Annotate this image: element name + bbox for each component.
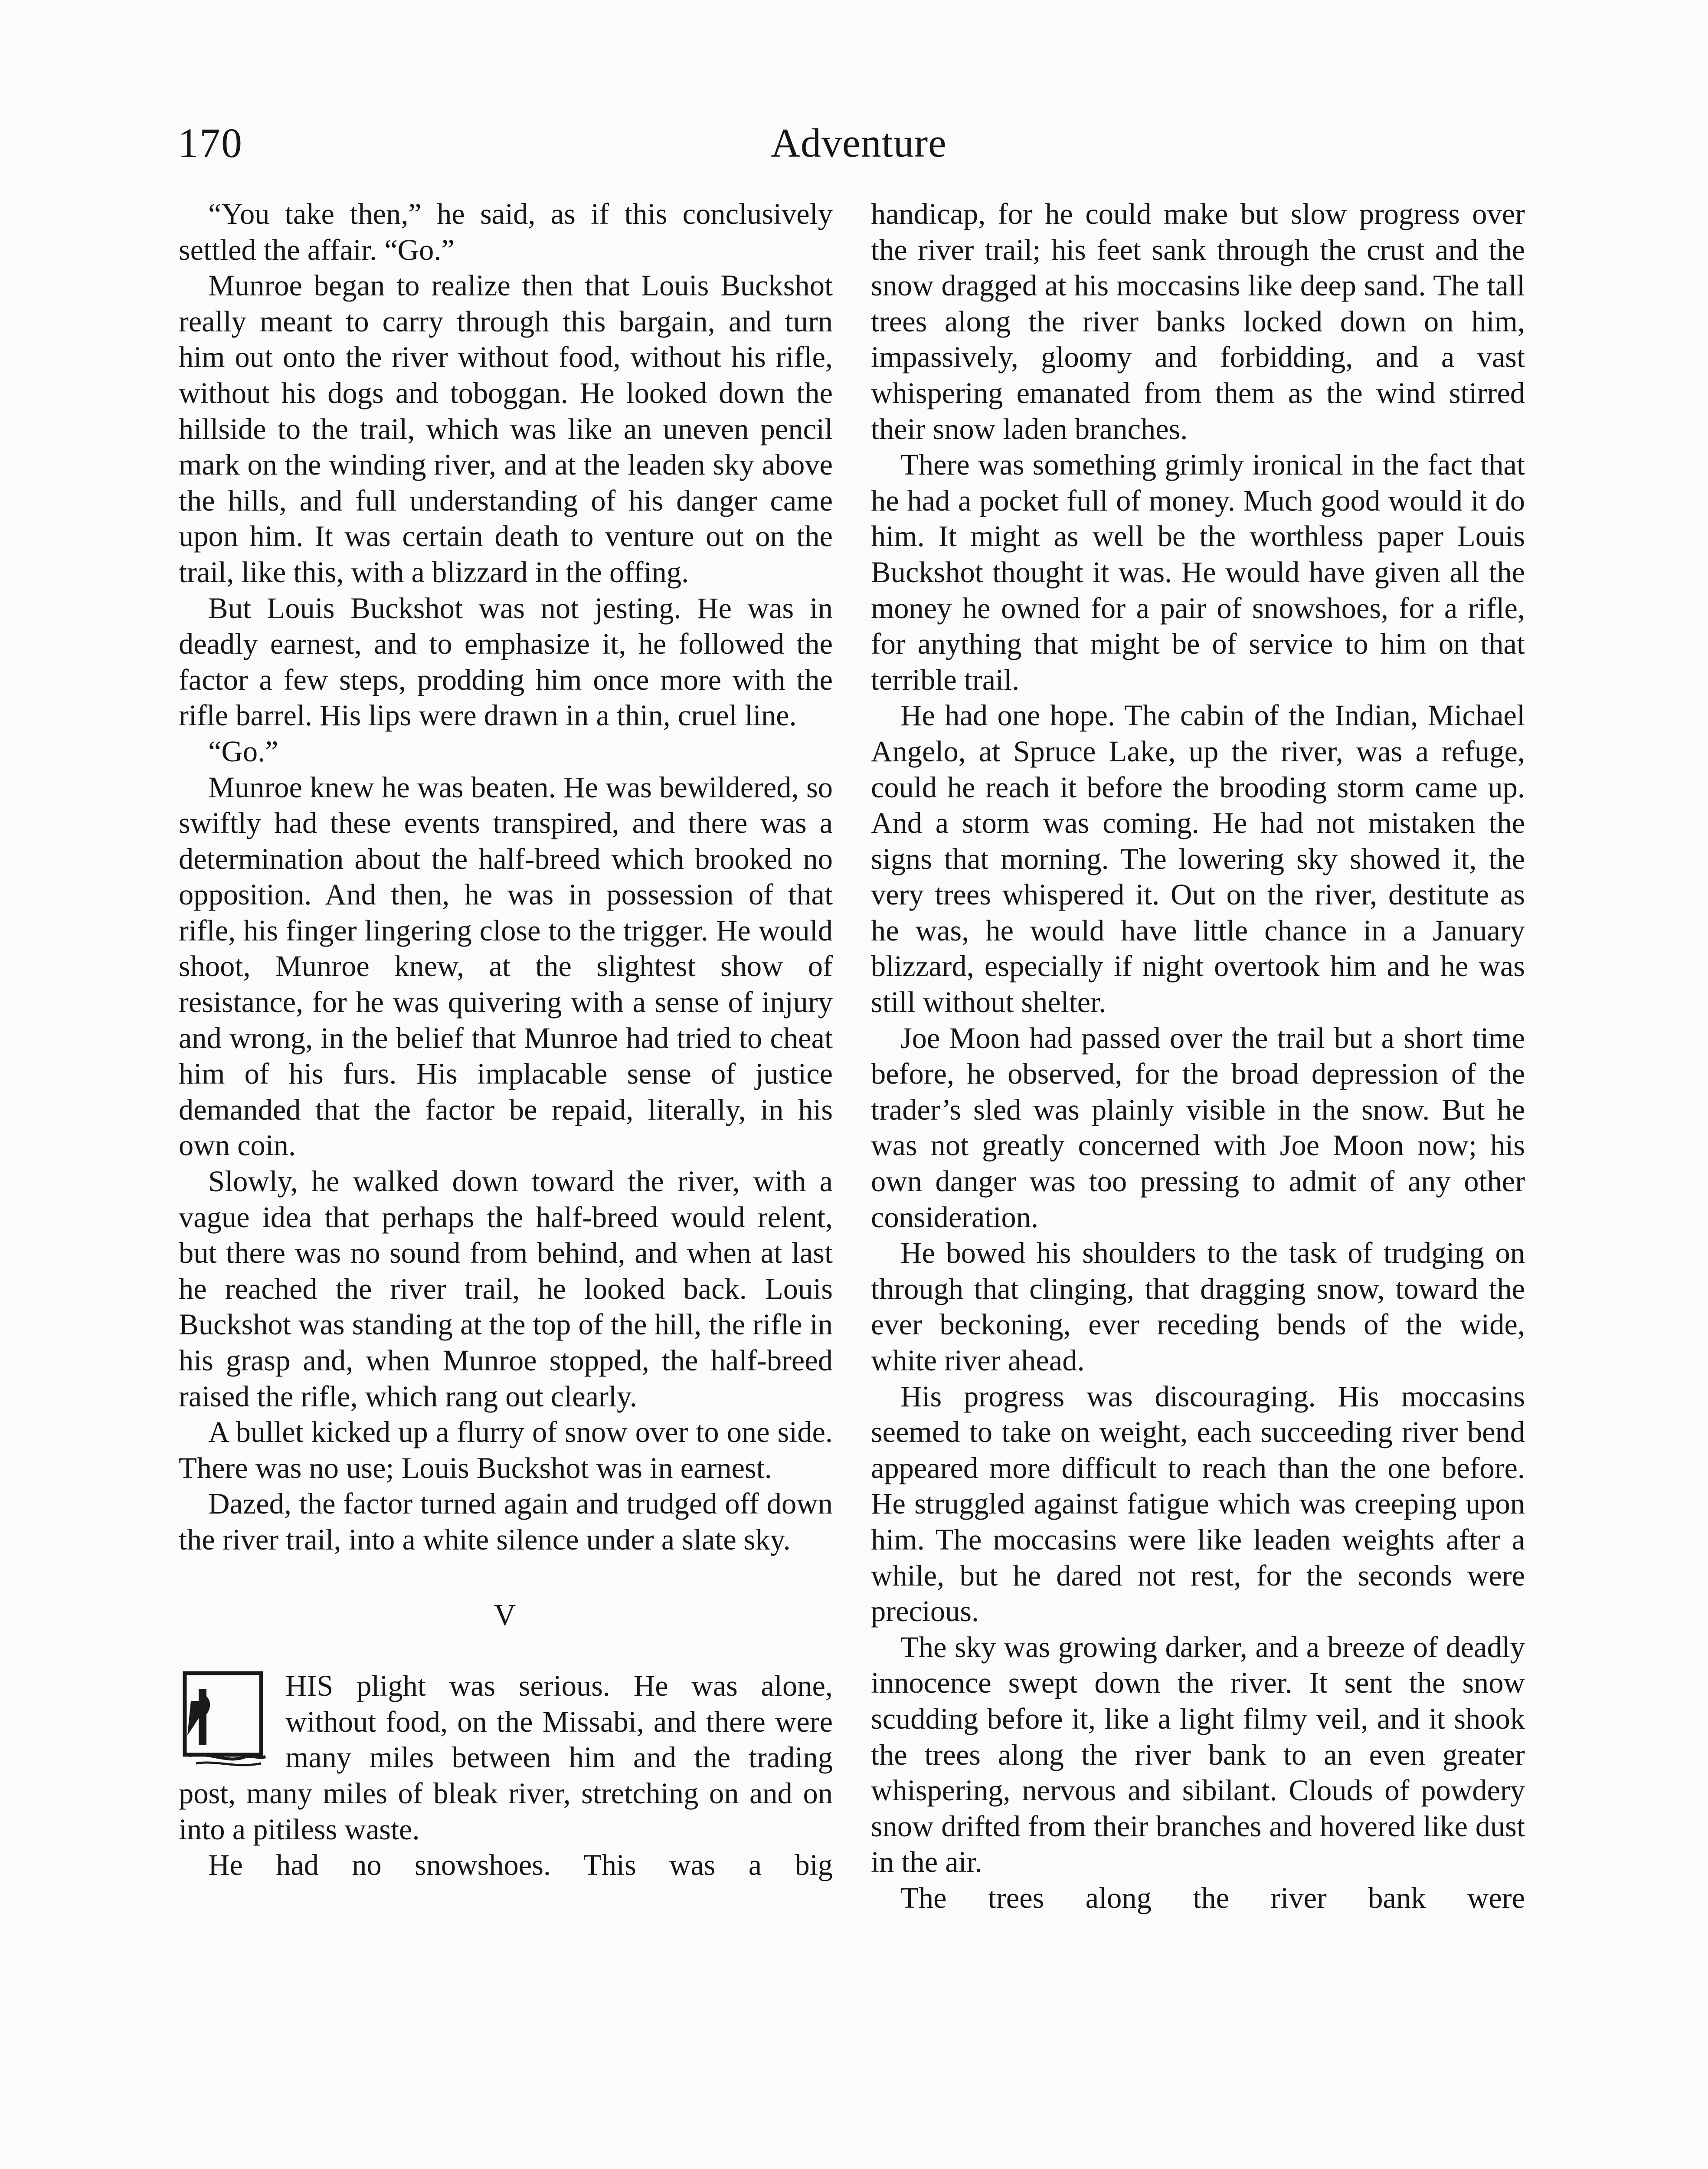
continued-paragraph: handicap, for he could make but slow progress over the river trail; his feet sank through the crust and the snow dragged at his moccasins like deep sand. The tall trees along the river banks locked down on him, impassively, gloomy and forbidding, and a vast whispering emanated from them as the wind stirred their snow laden branches. — [871, 197, 1525, 446]
paragraph: “Go.” — [208, 734, 278, 768]
paragraph: Dazed, the factor turned again and trudged off down the river trail, into a white silence under a slate sky. — [179, 1487, 833, 1556]
left-column — [179, 196, 833, 2169]
paragraph: Joe Moon had passed over the trail but a short time before, he observed, for the broad depression of the trader’s sled was plainly visible in the snow. But he was not greatly concerned with Joe Moon now; his own danger was too pressing to admit of any other consideration. — [871, 1021, 1525, 1234]
drop-cap-t-icon — [179, 1671, 272, 1771]
paragraph: His progress was discouraging. His moccasins seemed to take on weight, each succeeding river bend appeared more difficult to reach than the one before. He struggled against fatigue which was creeping upon him. The moccasins were like leaden weights after a while, but he dared not rest, for the seconds were precious. — [871, 1379, 1525, 1628]
section-opening-paragraph: HIS plight was serious. He was alone, without food, on the Missabi, and there were many miles between him and the trading post, many miles of bleak river, stretching on and on into a pitiless waste. — [179, 1669, 833, 1846]
paragraph: Slowly, he walked down toward the river, with a vague idea that perhaps the half-breed would relent, but there was no sound from behind, and when at last he reached the river trail, he looked back. Louis Buckshot was standing at the top of the hill, the rifle in his grasp and, when Munroe stopped, the half-breed raised the rifle, which rang out clearly. — [179, 1165, 833, 1413]
page-header — [178, 111, 1540, 176]
paragraph: He had one hope. The cabin of the Indian, Michael Angelo, at Spruce Lake, up the river, was a refuge, could he reach it before the brooding storm came up. And a storm was coming. He had not mistaken the signs that morning. The lowering sky showed it, the very trees whispered it. Out on the river, destitute as he was, he would have little chance in a January blizzard, especially if night overtook him and he was still without shelter. — [871, 699, 1525, 1019]
paragraph: Munroe knew he was beaten. He was bewildered, so swiftly had these events transpired, and there was a determination about the half-breed which brooked no opposition. And then, he was in possession of that rifle, his finger lingering close to the trigger. He would shoot, Munroe knew, at the slightest show of resistance, for he was quivering with a sense of injury and wrong, in the belief that Munroe had tried to cheat him of his furs. His implacable sense of justice demanded that the factor be repaid, literally, in his own coin. — [179, 770, 833, 1162]
running-title: Adventure — [771, 121, 947, 166]
paragraph: He had no snowshoes. This was a big — [208, 1848, 833, 1882]
right-column — [871, 196, 1525, 2169]
paragraph: He bowed his shoulders to the task of trudging on through that clinging, that dragging snow, toward the ever beckoning, ever receding bends of the wide, white river ahead. — [871, 1236, 1525, 1377]
paragraph: But Louis Buckshot was not jesting. He was in deadly earnest, and to emphasize it, he followed the factor a few steps, prodding him once more with the rifle barrel. His lips were drawn in a thin, cruel line. — [179, 591, 833, 732]
section-heading: V — [494, 1598, 518, 1632]
paragraph: “You take then,” he said, as if this conclusively settled the affair. “Go.” — [179, 197, 833, 266]
paragraph: The trees along the river bank were — [900, 1881, 1525, 1914]
paragraph: A bullet kicked up a flurry of snow over to one side. There was no use; Louis Buckshot was in earnest. — [179, 1415, 833, 1484]
paragraph: Munroe began to realize then that Louis Buckshot really meant to carry through this bargain, and turn him out onto the river without food, without his rifle, without his dogs and toboggan. He looked down the hillside to the trail, which was like an uneven pencil mark on the winding river, and at the leaden sky above the hills, and full understanding of his danger came upon him. It was certain death to venture out on the trail, like this, with a blizzard in the offing. — [179, 269, 833, 589]
paragraph: The sky was growing darker, and a breeze of deadly innocence swept down the river. It sent the snow scudding before it, like a light filmy veil, and it shook the trees along the river bank to an even greater whispering, nervous and sibilant. Clouds of powdery snow drifted from their branches and hovered like dust in the air. — [871, 1630, 1525, 1879]
paragraph: There was something grimly ironical in the fact that he had a pocket full of money. Much good would it do him. It might as well be the worthless paper Louis Buckshot thought it was. He would have given all the money he owned for a pair of snowshoes, for a rifle, for anything that might be of service to him on that terrible trail. — [871, 448, 1525, 696]
page-number: 170 — [178, 120, 243, 166]
